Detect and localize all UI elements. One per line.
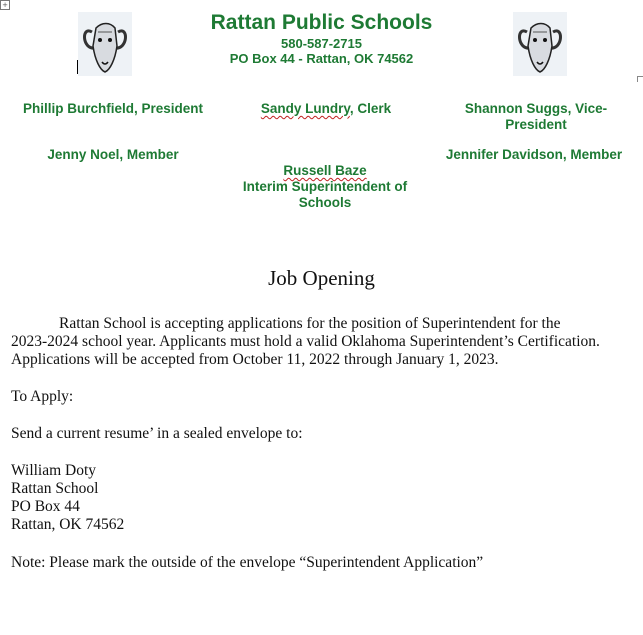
school-name: Rattan Public Schools: [210, 11, 433, 34]
body-paragraph-line-1: Rattan School is accepting applications for the position of Superintendent for the: [59, 315, 561, 332]
mail-po-box: PO Box 44: [11, 498, 80, 515]
body-paragraph-line-2: 2023-2024 school year. Applicants must hold a valid Oklahoma Superintendent’s Certification.: [11, 333, 600, 350]
body-paragraph-line-3: Applications will be accepted from October 11, 2022 through January 1, 2023.: [11, 351, 499, 368]
board-superintendent: [226, 163, 424, 211]
mail-name: William Doty: [11, 462, 97, 479]
board-president: Phillip Burchfield, President: [22, 101, 204, 116]
board-clerk: [236, 101, 416, 117]
mail-city: Rattan, OK 74562: [11, 516, 125, 533]
school-address: PO Box 44 - Rattan, OK 74562: [229, 51, 414, 66]
board-vice-president: Shannon Suggs, Vice-President: [464, 101, 608, 132]
board-member-1: Jenny Noel, Member: [47, 147, 179, 162]
send-instructions: Send a current resume’ in a sealed envelope to:: [11, 425, 303, 442]
school-phone: 580-587-2715: [281, 36, 362, 51]
clerk-role: , Clerk: [349, 101, 392, 116]
board-member-2: Jennifer Davidson, Member: [445, 147, 623, 162]
clerk-name: Sandy Lundry: [260, 101, 350, 116]
table-anchor-icon[interactable]: +: [0, 0, 10, 10]
envelope-note: Note: Please mark the outside of the envelope “Superintendent Application”: [11, 554, 484, 571]
to-apply-label: To Apply:: [11, 388, 74, 405]
superintendent-title: Interim Superintendent of Schools: [242, 179, 408, 210]
job-title: Job Opening: [268, 266, 375, 290]
margin-marker: [637, 76, 643, 82]
mail-organization: Rattan School: [11, 480, 99, 497]
superintendent-name: Russell Baze: [283, 163, 367, 178]
